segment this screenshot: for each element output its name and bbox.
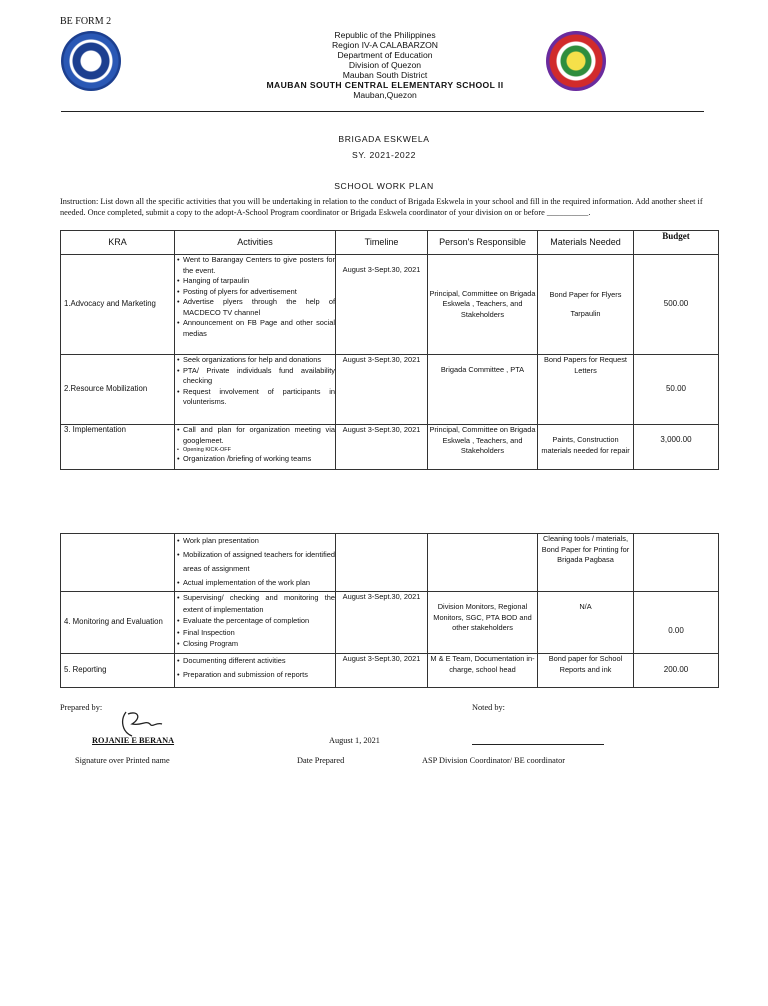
- header-line-2: Region IV-A CALABARZON: [331, 40, 439, 50]
- signature-line: [472, 744, 604, 745]
- form-number: BE FORM 2: [60, 16, 112, 27]
- timeline-cell: [336, 534, 428, 592]
- activity-item: • Went to Barangay Centers to give posters for the event.: [177, 255, 335, 276]
- budget-cell: [634, 534, 719, 592]
- activities-cell: [175, 255, 336, 355]
- kra-cell: 4. Monitoring and Evaluation: [61, 592, 175, 654]
- activities-cell: [175, 355, 336, 425]
- school-name: MAUBAN SOUTH CENTRAL ELEMENTARY SCHOOL II: [266, 80, 504, 90]
- header-divider: [61, 111, 704, 112]
- persons-cell: [428, 534, 538, 592]
- budget-cell: 0.00: [634, 592, 719, 654]
- kra-cell: 1.Advocacy and Marketing: [61, 255, 175, 355]
- program-title: BRIGADA ESKWELA: [338, 134, 430, 144]
- activity-item: • Work plan presentation: [177, 534, 335, 548]
- materials-cell: Paints, Construction materials needed for repair: [538, 425, 634, 470]
- budget-cell: 500.00: [634, 255, 719, 355]
- activity-item: • Documenting different activities: [177, 654, 335, 668]
- header-line-4: Division of Quezon: [348, 60, 422, 70]
- date-prepared: August 1, 2021: [329, 736, 380, 745]
- work-plan-table-continued: [60, 533, 719, 688]
- table-row: [61, 355, 719, 425]
- instruction-text: Instruction: List down all the specific activities that you will be undertaking in relation to the conduct of Brigada Eskwela in your school and fill in the required information. Add another sheet if needed. Once completed, submit a copy to the adopt-A-School Program coordinator or Brigada Eskwela coordinator of your division on or before __________.: [60, 197, 703, 217]
- deped-seal-icon: [61, 31, 121, 91]
- materials-cell: Bond Papers for Request Letters: [538, 355, 634, 425]
- material-item: Bond Paper for Flyers: [549, 290, 622, 299]
- table-row: [61, 534, 719, 592]
- kra-cell: 2.Resource Mobilization: [61, 355, 175, 425]
- budget-cell: 200.00: [634, 654, 719, 688]
- kra-cell: 5. Reporting: [61, 654, 175, 688]
- col-budget: Budget: [634, 231, 719, 255]
- activity-item: • Closing Program: [177, 638, 335, 650]
- letterhead: [200, 30, 570, 100]
- activity-item: • Preparation and submission of reports: [177, 668, 335, 682]
- materials-cell: Cleaning tools / materials, Bond Paper for Printing for Brigada Pagbasa: [538, 534, 634, 592]
- budget-cell: 50.00: [634, 355, 719, 425]
- activity-item: • Actual implementation of the work plan: [177, 576, 335, 590]
- work-plan-table: [60, 230, 719, 470]
- coordinator-caption: ASP Division Coordinator/ BE coordinator: [422, 756, 566, 765]
- activities-cell: [175, 425, 336, 470]
- header-line-3: Department of Education: [337, 50, 433, 60]
- header-line-5: Mauban South District: [342, 70, 428, 80]
- activities-cell: [175, 534, 336, 592]
- timeline-cell: August 3-Sept.30, 2021: [336, 425, 428, 470]
- budget-cell: 3,000.00: [634, 425, 719, 470]
- col-activities: Activities: [175, 231, 336, 255]
- activity-item: • Hanging of tarpaulin: [177, 276, 335, 287]
- activity-item: • Evaluate the percentage of completion: [177, 615, 335, 627]
- kra-cell: 3. Implementation: [61, 425, 175, 470]
- header-line-1: Republic of the Philippines: [334, 30, 436, 40]
- prepared-by-label: Prepared by:: [60, 703, 103, 712]
- activities-cell: [175, 592, 336, 654]
- persons-cell: Principal, Committee on Brigada Eskwela , Teachers, and Stakeholders: [428, 255, 538, 355]
- activity-item: • Announcement on FB Page and other social medias: [177, 318, 335, 339]
- persons-cell: Brigada Committee , PTA: [428, 355, 538, 425]
- noted-by-label: Noted by:: [472, 703, 505, 712]
- timeline-cell: August 3-Sept.30, 2021: [336, 654, 428, 688]
- activities-cell: [175, 654, 336, 688]
- table-header-row: [61, 231, 719, 255]
- plan-title: SCHOOL WORK PLAN: [334, 181, 434, 191]
- materials-cell: [538, 255, 634, 355]
- col-timeline: Timeline: [336, 231, 428, 255]
- persons-cell: M & E Team, Documentation in-charge, school head: [428, 654, 538, 688]
- col-persons: Person's Responsible: [428, 231, 538, 255]
- activity-item: • Opening KICK-OFF: [177, 446, 335, 454]
- activity-item: • Advertise plyers through the help of MACDECO TV channel: [177, 297, 335, 318]
- table-row: [61, 255, 719, 355]
- date-caption: Date Prepared: [297, 756, 345, 765]
- col-materials: Materials Needed: [538, 231, 634, 255]
- col-kra: KRA: [61, 231, 175, 255]
- timeline-cell: August 3-Sept.30, 2021: [336, 255, 428, 355]
- activity-item: • Final Inspection: [177, 627, 335, 639]
- activity-item: • Supervising/ checking and monitoring the extent of implementation: [177, 592, 335, 615]
- activity-item: • Mobilization of assigned teachers for identified areas of assignment: [177, 548, 335, 576]
- table-row: [61, 654, 719, 688]
- activity-item: • Posting of plyers for advertisement: [177, 287, 335, 298]
- timeline-cell: August 3-Sept.30, 2021: [336, 592, 428, 654]
- activity-item: • PTA/ Private individuals fund availability checking: [177, 366, 335, 387]
- kra-cell: [61, 534, 175, 592]
- material-item: Tarpaulin: [570, 308, 601, 318]
- school-address: Mauban,Quezon: [353, 90, 417, 100]
- table-row: [61, 592, 719, 654]
- persons-cell: Division Monitors, Regional Monitors, SGC, PTA BOD and other stakeholders: [428, 592, 538, 654]
- preparer-name: ROJANIE E BERANA: [92, 736, 175, 745]
- materials-cell: N/A: [538, 592, 634, 654]
- activity-item: • Call and plan for organization meeting via googlemeet.: [177, 425, 335, 446]
- table-row: [61, 425, 719, 470]
- activity-item: • Seek organizations for help and donations: [177, 355, 335, 366]
- persons-cell: Principal, Committee on Brigada Eskwela , Teachers, and Stakeholders: [428, 425, 538, 470]
- signature-caption: Signature over Printed name: [75, 756, 170, 765]
- activity-item: • Request involvement of participants in volunterisms.: [177, 387, 335, 408]
- activity-item: • Organization /briefing of working teams: [177, 454, 335, 465]
- timeline-cell: August 3-Sept.30, 2021: [336, 355, 428, 425]
- school-year: SY. 2021-2022: [351, 150, 417, 160]
- materials-cell: Bond paper for School Reports and ink: [538, 654, 634, 688]
